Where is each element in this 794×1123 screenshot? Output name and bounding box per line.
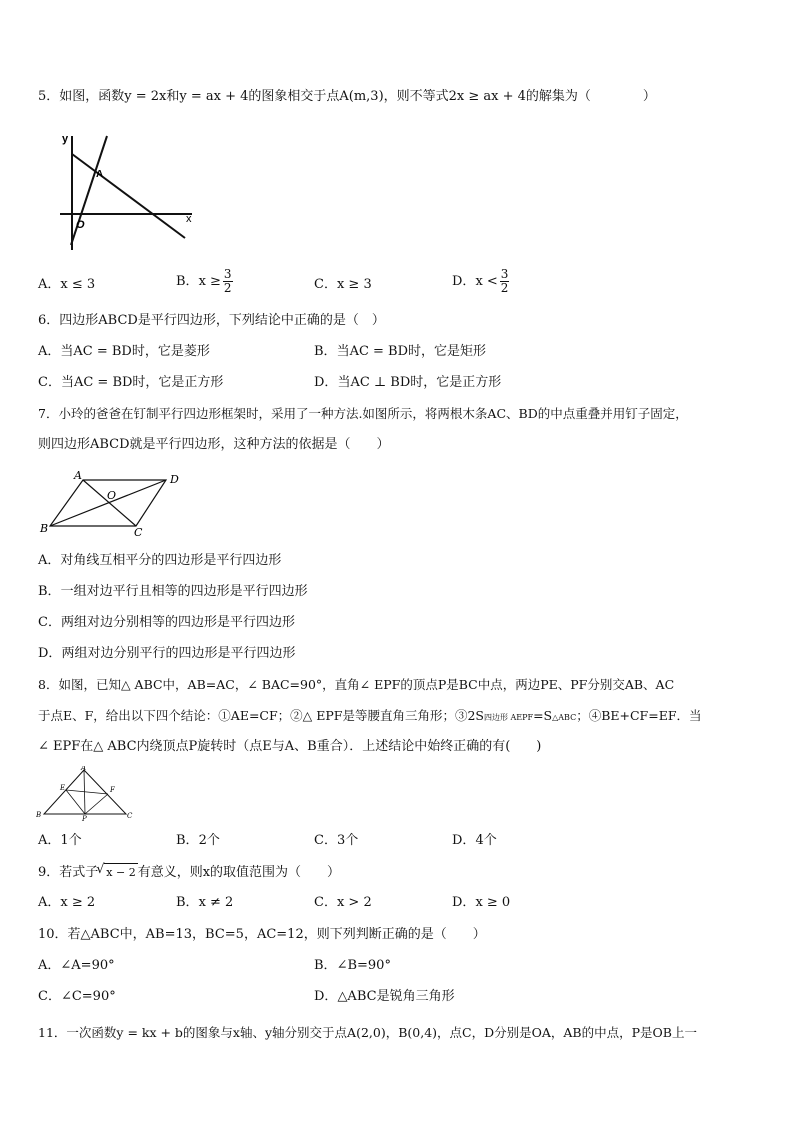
label-a: A <box>81 766 87 772</box>
label-b: B <box>40 522 49 535</box>
segment-pf <box>85 794 108 814</box>
q6-option-b[interactable]: B．当AC = BD时，它是矩形 <box>314 344 487 359</box>
q8-option-a[interactable]: A．1个 <box>38 833 82 848</box>
q10-option-d[interactable]: D．△ABC是锐角三角形 <box>314 989 455 1004</box>
q5-graph <box>52 130 197 252</box>
line-y-ax4 <box>72 154 185 238</box>
q9-option-b[interactable]: B．x ≠ 2 <box>176 895 234 910</box>
q7-option-c[interactable]: C．两组对边分别相等的四边形是平行四边形 <box>38 615 295 630</box>
q8-stem-line1: 8．如图，已知△ ABC中，AB=AC，∠ BAC=90°，直角∠ EPF的顶点P是BC中点，两边PE、PF分别交AB、AC <box>38 677 675 692</box>
q8-triangle <box>36 766 136 822</box>
q5-stem: 5．如图，函数y = 2x和y = ax + 4的图象相交于点A(m,3)，则不等式2x ≥ ax + 4的解集为（ ） <box>38 89 656 104</box>
label-f: F <box>110 786 115 794</box>
q10-option-c[interactable]: C．∠C=90° <box>38 989 116 1004</box>
q9-option-a[interactable]: A．x ≥ 2 <box>38 895 96 910</box>
q7-option-b[interactable]: B．一组对边平行且相等的四边形是平行四边形 <box>38 584 308 599</box>
q5-option-a[interactable]: A．x ≤ 3 <box>38 277 96 292</box>
q7-option-a[interactable]: A．对角线互相平分的四边形是平行四边形 <box>38 553 282 568</box>
q5-option-c[interactable]: C．x ≥ 3 <box>314 277 372 292</box>
q8-stem-line3: ∠ EPF在△ ABC内绕顶点P旋转时（点E与A、B重合）．上述结论中始终正确的有( ) <box>38 739 542 754</box>
segment-ef <box>66 790 108 794</box>
q9-option-c[interactable]: C．x > 2 <box>314 895 372 910</box>
q5-option-b[interactable]: B．x ≥ $\frac{3}{2}$ <box>176 267 232 295</box>
q7-option-d[interactable]: D．两组对边分别平行的四边形是平行四边形 <box>38 646 296 661</box>
diagonal-bd <box>50 480 166 526</box>
q10-option-b[interactable]: B．∠B=90° <box>314 958 391 973</box>
q7-parallelogram <box>38 470 188 536</box>
q7-stem-line1: 7．小玲的爸爸在钉制平行四边形框架时，采用了一种方法.如图所示，将两根木条AC、BD的中点重叠并用钉子固定， <box>38 406 688 421</box>
q8-stem-line2: 于点E、F，给出以下四个结论：①AE=CF；②△ EPF是等腰直角三角形；③2S四边形 AEPF=S△ABC；④BE+CF=EF．当 <box>38 708 702 723</box>
label-e: E <box>60 784 66 792</box>
q10-stem: 10．若△ABC中，AB=13，BC=5，AC=12，则下列判断正确的是（ ） <box>38 927 486 942</box>
q11-stem: 11．一次函数y = kx + b的图象与x轴、y轴分别交于点A(2,0)，B(0,4)，点C，D分别是OA，AB的中点，P是OB上一 <box>38 1025 697 1040</box>
q6-option-c[interactable]: C．当AC = BD时，它是正方形 <box>38 375 224 390</box>
label-c: C <box>134 526 143 536</box>
x-label: x <box>186 213 192 225</box>
q7-stem-line2: 则四边形ABCD就是平行四边形，这种方法的依据是（ ） <box>38 437 390 452</box>
label-o: O <box>107 489 117 502</box>
q6-option-d[interactable]: D．当AC ⊥ BD时，它是正方形 <box>314 375 502 390</box>
point-a-label: A <box>96 169 104 180</box>
q10-option-a[interactable]: A．∠A=90° <box>38 958 115 973</box>
q8-option-b[interactable]: B．2个 <box>176 833 220 848</box>
label-a: A <box>74 470 82 482</box>
sqrt-expression: √ x − 2 <box>104 863 137 882</box>
y-label: y <box>62 133 69 145</box>
q6-stem: 6．四边形ABCD是平行四边形，下列结论中正确的是（ ） <box>38 313 385 328</box>
segment-pe <box>66 790 85 814</box>
q9-stem: 9．若式子√ x − 2 有意义，则x的取值范围为（ ） <box>38 863 340 882</box>
label-d: D <box>170 473 179 486</box>
q8-option-c[interactable]: C．3个 <box>314 833 359 848</box>
label-b: B <box>36 811 42 819</box>
label-c: C <box>127 812 133 820</box>
q5-option-d[interactable]: D．x < $\frac{3}{2}$ <box>452 267 509 295</box>
q6-option-a[interactable]: A．当AC = BD时，它是菱形 <box>38 344 210 359</box>
q8-option-d[interactable]: D．4个 <box>452 833 497 848</box>
q9-option-d[interactable]: D．x ≥ 0 <box>452 895 511 910</box>
label-p: P <box>82 815 87 822</box>
origin-label: O <box>76 219 85 231</box>
